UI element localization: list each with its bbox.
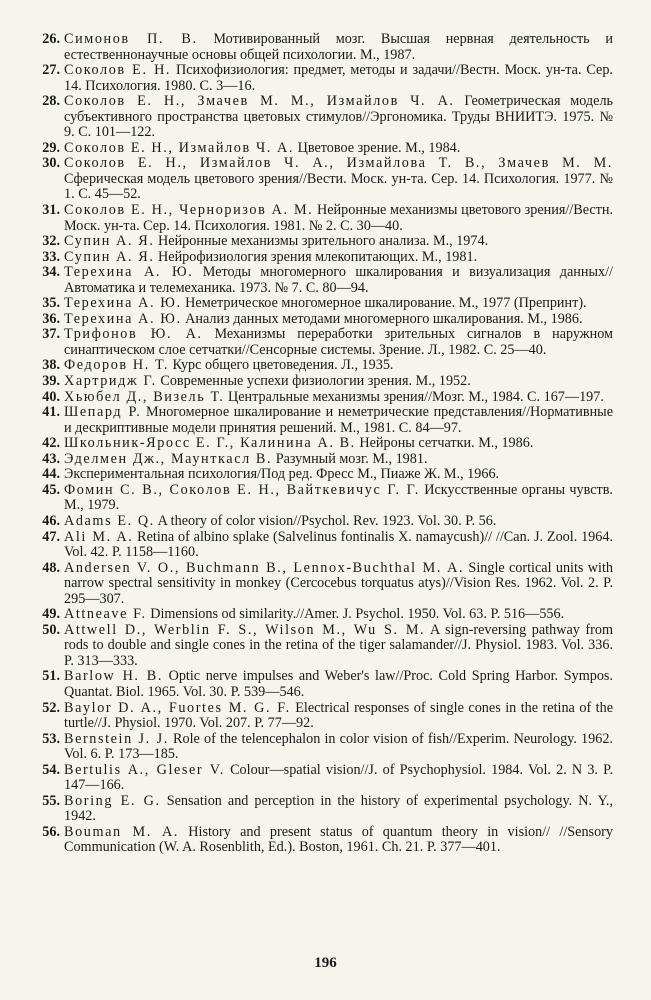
reference-entry bbox=[42, 62, 613, 94]
reference-entry bbox=[42, 823, 613, 856]
reference-authors: Федоров Н. Т. bbox=[64, 357, 169, 374]
reference-entry bbox=[42, 761, 613, 794]
reference-list bbox=[0, 32, 651, 856]
reference-authors: Adams E. Q. bbox=[64, 512, 155, 529]
reference-authors: Симонов П. В. bbox=[64, 31, 198, 47]
reference-authors: Boring E. G. bbox=[64, 792, 161, 809]
reference-entry bbox=[42, 264, 613, 296]
reference-entry bbox=[42, 373, 613, 390]
reference-authors: Хартридж Г. bbox=[64, 373, 157, 390]
reference-entry bbox=[42, 326, 613, 358]
reference-entry bbox=[42, 388, 613, 406]
reference-number: 30. bbox=[42, 155, 60, 172]
reference-authors: Соколов Е. Н., Змачев М. М., Измайлов Ч. А. bbox=[64, 93, 455, 110]
reference-number: 39. bbox=[42, 373, 60, 390]
reference-authors: Трифонов Ю. А. bbox=[64, 326, 203, 343]
reference-entry bbox=[42, 699, 613, 732]
reference-text: Искусственные органы чувств. М., 1979. bbox=[64, 481, 613, 514]
reference-number: 52. bbox=[42, 699, 60, 716]
reference-entry bbox=[42, 357, 613, 374]
reference-number: 55. bbox=[42, 792, 60, 809]
reference-text: Dimensions od similarity.//Amer. J. Psychol. 1950. Vol. 63. P. 516—556. bbox=[146, 606, 565, 623]
reference-text: Экспериментальная психология/Под ред. Фресс М., Пиаже Ж. М., 1966. bbox=[64, 466, 500, 483]
reference-entry bbox=[42, 31, 613, 63]
reference-number: 56. bbox=[42, 823, 60, 840]
reference-authors: Школьник-Яросс Е. Г., Калинина А. В. bbox=[64, 435, 356, 452]
reference-number: 37. bbox=[42, 326, 60, 343]
reference-text: Нейрофизиология зрения млекопитающих. М., 1981. bbox=[154, 248, 478, 265]
reference-authors: Супин А. Я. bbox=[64, 248, 155, 265]
reference-number: 32. bbox=[42, 233, 60, 250]
reference-text: Анализ данных методами многомерного шкалирования. М., 1986. bbox=[181, 310, 583, 327]
reference-text: Optic nerve impulses and Weber's law//Proc. Cold Spring Harbor. Sympos. Quantat. Biol. 1965. Vol. 30. P. 539—546. bbox=[64, 668, 613, 700]
reference-number: 46. bbox=[42, 512, 60, 529]
reference-text: Retina of albino splake (Salvelinus fontinalis X. namaycush)// //Can. J. Zool. 1964. Vol. 42. P. 1158—1160. bbox=[64, 528, 614, 561]
reference-number: 28. bbox=[42, 93, 60, 110]
reference-entry bbox=[42, 295, 613, 312]
reference-authors: Attwell D., Werblin F. S., Wilson M., Wu S. M. bbox=[64, 621, 426, 638]
reference-text: Методы многомерного шкалирования и визуализация данных//Автоматика и телемеханика. 1973. № 7. С. 80—94. bbox=[64, 264, 613, 296]
reference-text: Нейронные механизмы цветового зрения//Вестн. Моск. ун-та. Сер. 14. Психология. 1981. № 2. С. 30—40. bbox=[64, 202, 613, 234]
reference-authors: Терехина А. Ю. bbox=[64, 264, 194, 281]
reference-text: History and present status of quantum theory in vision// //Sensory Communication (W. A. Rosenblith, Ed.). Boston, 1961. Ch. 21. P. 377—401. bbox=[64, 823, 613, 856]
reference-authors: Соколов Е. Н., Измайлов Ч. А. bbox=[64, 139, 295, 156]
reference-entry bbox=[42, 404, 613, 436]
reference-entry bbox=[42, 481, 613, 514]
reference-authors: Attneave F. bbox=[64, 606, 147, 623]
reference-number: 35. bbox=[42, 295, 60, 312]
reference-text: Психофизиология: предмет, методы и задачи//Вестн. Моск. ун-та. Сер. 14. Психология. 1980. С. 3—16. bbox=[64, 62, 613, 94]
reference-number: 45. bbox=[42, 481, 60, 498]
reference-entry bbox=[42, 730, 613, 763]
reference-authors: Терехина А. Ю. bbox=[64, 310, 182, 327]
reference-entry bbox=[42, 528, 614, 561]
reference-authors: Эделмен Дж., Маунткасл В. bbox=[64, 450, 273, 467]
reference-entry bbox=[42, 155, 613, 203]
reference-number: 33. bbox=[42, 248, 60, 265]
reference-number: 54. bbox=[42, 761, 60, 778]
reference-number: 47. bbox=[42, 528, 60, 545]
reference-text: Мотивированный мозг. Высшая нервная деятельность и естественнонаучные основы общей психологии. М., 1987. bbox=[64, 31, 613, 63]
reference-authors: Bernstein J. J. bbox=[64, 730, 169, 747]
reference-text: Colour—spatial vision//J. of Psychophysiol. 1984. Vol. 2. N 3. P. 147—166. bbox=[64, 761, 613, 794]
reference-authors: Соколов Е. Н., Измайлов Ч. А., Измайлова Т. В., Змачев М. М. bbox=[64, 155, 613, 172]
reference-text: Сферическая модель цветового зрения//Вести. Моск. ун-та. Сер. 14. Психология. 1977. № 1. С. 45—52. bbox=[64, 170, 613, 203]
reference-entry bbox=[42, 93, 614, 141]
reference-entry bbox=[42, 435, 613, 452]
reference-text: Центральные механизмы зрения//Мозг. М., 1984. С. 167—197. bbox=[224, 388, 604, 405]
reference-entry bbox=[42, 310, 613, 328]
reference-entry bbox=[42, 248, 613, 266]
reference-entry bbox=[42, 512, 613, 530]
reference-text: A theory of color vision//Psychol. Rev. 1923. Vol. 30. P. 56. bbox=[154, 512, 497, 529]
reference-number: 43. bbox=[42, 450, 60, 467]
reference-authors: Супин А. Я. bbox=[64, 233, 155, 250]
reference-number: 53. bbox=[42, 730, 60, 747]
reference-text: Современные успехи физиологии зрения. М., 1952. bbox=[156, 373, 471, 390]
reference-authors: Соколов Е. Н. bbox=[64, 62, 172, 79]
reference-number: 42. bbox=[42, 435, 60, 452]
reference-authors: Ali M. A. bbox=[64, 528, 134, 545]
reference-entry bbox=[42, 668, 613, 700]
reference-entry bbox=[42, 450, 613, 468]
reference-text: Нейроны сетчатки. М., 1986. bbox=[355, 435, 534, 452]
reference-number: 27. bbox=[42, 62, 60, 79]
reference-text: Single cortical units with narrow spectral sensitivity in monkey (Cercocebus torquatus atys)//Vision Res. 1962. Vol. 2. P. 295—307. bbox=[64, 559, 613, 607]
reference-authors: Andersen V. O., Buchmann B., Lennox-Buchthal M. A. bbox=[64, 559, 465, 576]
reference-text: Разумный мозг. М., 1981. bbox=[272, 450, 428, 467]
reference-text: Цветовое зрение. М., 1984. bbox=[294, 139, 461, 156]
reference-number: 29. bbox=[42, 139, 60, 156]
reference-text: Неметрическое многомерное шкалирование. М., 1977 (Препринт). bbox=[181, 295, 587, 312]
reference-number: 44. bbox=[42, 466, 60, 483]
reference-entry bbox=[42, 606, 613, 623]
reference-entry bbox=[42, 621, 613, 670]
reference-entry bbox=[42, 792, 614, 825]
reference-text: Геометрическая модель субъективного пространства цветовых стимулов//Эргономика. Труды ВНИИТЭ. 1975. № 9. С. 101—122. bbox=[64, 93, 614, 141]
reference-text: Многомерное шкалирование и неметрические представления//Нормативные и дескриптивные модели принятия решений. М., 1981. С. 84—97. bbox=[64, 404, 613, 436]
reference-number: 40. bbox=[42, 388, 60, 405]
reference-number: 51. bbox=[42, 668, 60, 685]
reference-authors: Bouman M. A. bbox=[64, 823, 179, 840]
reference-authors: Bertulis A., Gleser V. bbox=[64, 761, 225, 778]
reference-text: Механизмы переработки зрительных сигналов в наружном синаптическом слое сетчатки//Сенсорные системы. Зрение. Л., 1982. С. 25—40. bbox=[64, 326, 613, 358]
reference-number: 50. bbox=[42, 621, 60, 638]
reference-authors: Шепард Р. bbox=[64, 404, 142, 421]
reference-text: Role of the telencephalon in color vision of fish//Experim. Neurology. 1962. Vol. 6. P. 173—185. bbox=[64, 730, 613, 763]
reference-number: 26. bbox=[42, 31, 60, 47]
reference-number: 48. bbox=[42, 559, 60, 576]
reference-authors: Barlow H. B. bbox=[64, 668, 163, 685]
reference-authors: Baylor D. A., Fuortes M. G. F. bbox=[64, 699, 291, 716]
reference-number: 31. bbox=[42, 202, 60, 219]
reference-number: 36. bbox=[42, 310, 60, 327]
reference-entry bbox=[42, 466, 613, 483]
reference-entry bbox=[42, 559, 613, 608]
reference-text: Electrical responses of single cones in the retina of the turtle//J. Physiol. 1970. Vol. 207. P. 77—92. bbox=[64, 699, 613, 732]
reference-authors: Хьюбел Д., Визель Т. bbox=[64, 388, 225, 405]
reference-entry bbox=[42, 233, 613, 250]
reference-number: 34. bbox=[42, 264, 60, 281]
reference-entry bbox=[42, 139, 613, 157]
reference-number: 38. bbox=[42, 357, 60, 374]
reference-authors: Соколов Е. Н., Черноризов А. М. bbox=[64, 202, 314, 219]
reference-number: 41. bbox=[42, 404, 60, 421]
reference-number: 49. bbox=[42, 606, 60, 623]
reference-entry bbox=[42, 202, 613, 234]
reference-authors: Фомин С. В., Соколов Е. Н., Вайткевичус Г. Г. bbox=[64, 481, 420, 498]
reference-text: A sign-reversing pathway from rods to double and single cones in the retina of the tiger salamander//J. Physiol. 1983. Vol. 336. P. 313—333. bbox=[64, 621, 613, 669]
reference-text: Нейронные механизмы зрительного анализа. М., 1974. bbox=[154, 233, 489, 250]
reference-text: Курс общего цветоведения. Л., 1935. bbox=[169, 357, 394, 374]
page-number: 196 bbox=[314, 955, 337, 971]
reference-text: Sensation and perception in the history of experimental psychology. N. Y., 1942. bbox=[64, 792, 614, 825]
reference-authors: Терехина А. Ю. bbox=[64, 295, 182, 312]
